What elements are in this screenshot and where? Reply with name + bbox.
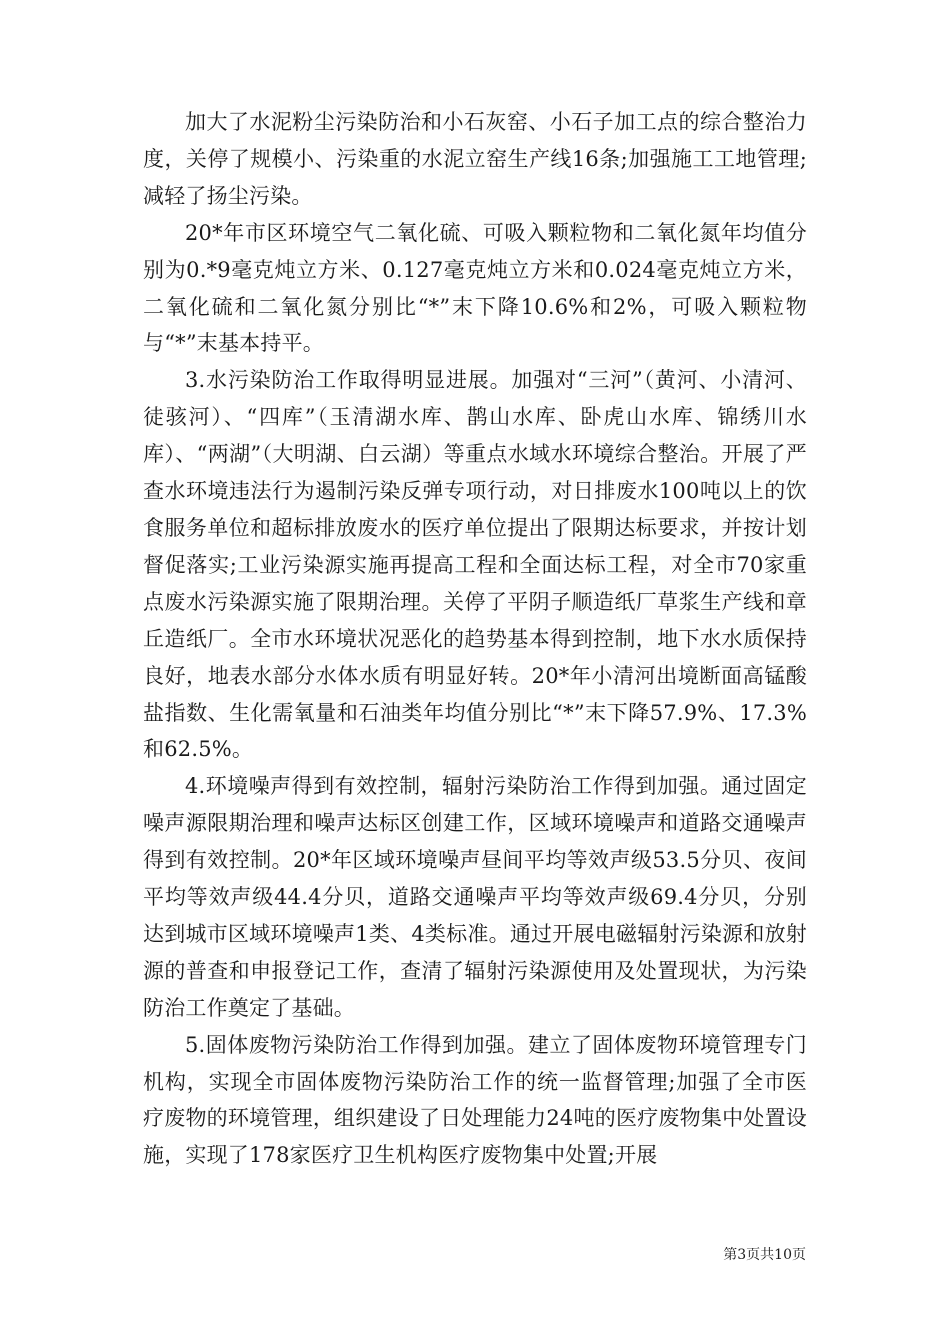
paragraph: 5.固体废物污染防治工作得到加强。建立了固体废物环境管理专门机构，实现全市固体废物污染防治工作的统一监督管理;加强了全市医疗废物的环境管理，组织建设了日处理能力24吨的医疗废物集中处置设施，实现了178家医疗卫生机构医疗废物集中处置;开展 xyxy=(143,1032,807,1168)
paragraph: 3.水污染防治工作取得明显进展。加强对“三河”（黄河、小清河、徒骇河）、“四库”（玉清湖水库、鹊山水库、卧虎山水库、锦绣川水库）、“两湖”（大明湖、白云湖）等重点水域水环境综合整治。开展了严查水环境违法行为遏制污染反弹专项行动，对日排废水100吨以上的饮食服务单位和超标排放废水的医疗单位提出了限期达标要求，并按计划督促落实;工业污染源实施再提高工程和全面达标工程，对全市70家重点废水污染源实施了限期治理。关停了平阴子顺造纸厂草浆生产线和章丘造纸厂。全市水环境状况恶化的趋势基本得到控制，地下水水质保持良好，地表水部分水体水质有明显好转。20*年小清河出境断面高锰酸盐指数、生化需氧量和石油类年均值分别比“*”末下降57.9%、17.3%和62.5%。 xyxy=(143,368,807,762)
page-number: 第3页共10页 xyxy=(723,1247,806,1263)
paragraph: 4.环境噪声得到有效控制，辐射污染防治工作得到加强。通过固定噪声源限期治理和噪声达标区创建工作，区域环境噪声和道路交通噪声得到有效控制。20*年区域环境噪声昼间平均等效声级53.5分贝、夜间平均等效声级44.4分贝，道路交通噪声平均等效声级69.4分贝，分别达到城市区域环境噪声1类、4类标准。通过开展电磁辐射污染源和放射源的普查和申报登记工作，查清了辐射污染源使用及处置现状，为污染防治工作奠定了基础。 xyxy=(143,774,807,1020)
paragraph: 加大了水泥粉尘污染防治和小石灰窑、小石子加工点的综合整治力度，关停了规模小、污染重的水泥立窑生产线16条;加强施工工地管理;减轻了扬尘污染。 xyxy=(143,110,807,208)
paragraph: 20*年市区环境空气二氧化硫、可吸入颗粒物和二氧化氮年均值分别为0.*9毫克炖立方米、0.127毫克炖立方米和0.024毫克炖立方米，二氧化硫和二氧化氮分别比“*”末下降10.6%和2%，可吸入颗粒物与“*”末基本持平。 xyxy=(143,220,807,356)
document-body xyxy=(143,104,807,1174)
